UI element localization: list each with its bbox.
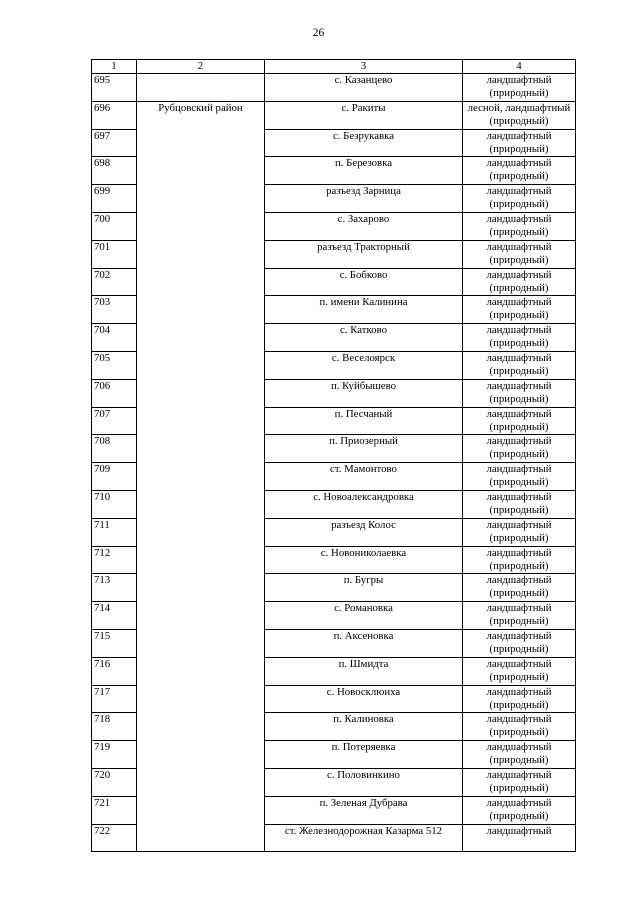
object-type: ландшафтный (природный) [463,268,576,296]
row-number: 704 [92,324,137,352]
row-number: 718 [92,713,137,741]
object-type: ландшафтный (природный) [463,574,576,602]
settlement-name: с. Ракиты [265,101,463,129]
row-number: 720 [92,768,137,796]
settlement-name: с. Половинкино [265,768,463,796]
settlement-name: с. Новосклюиха [265,685,463,713]
settlement-name: п. Шмидта [265,657,463,685]
object-type: ландшафтный (природный) [463,435,576,463]
page-number: 26 [312,27,325,39]
object-type: ландшафтный (природный) [463,518,576,546]
row-number: 706 [92,379,137,407]
row-number: 697 [92,129,137,157]
settlement-name: разъезд Тракторный [265,240,463,268]
settlement-name: п. Аксеновка [265,629,463,657]
header-col-1: 1 [92,60,137,74]
object-type: ландшафтный (природный) [463,74,576,102]
object-type: ландшафтный (природный) [463,685,576,713]
object-type: ландшафтный (природный) [463,713,576,741]
header-col-3: 3 [265,60,463,74]
settlement-name: с. Новониколаевка [265,546,463,574]
settlement-name: разъезд Колос [265,518,463,546]
object-type: ландшафтный (природный) [463,324,576,352]
object-type: ландшафтный (природный) [463,240,576,268]
table-row [92,101,576,129]
row-number: 695 [92,74,137,102]
settlement-name: ст. Мамонтово [265,463,463,491]
object-type: ландшафтный (природный) [463,741,576,769]
object-type: ландшафтный (природный) [463,185,576,213]
settlement-name: с. Казанцево [265,74,463,102]
object-type: ландшафтный (природный) [463,212,576,240]
row-number: 716 [92,657,137,685]
header-col-4: 4 [463,60,576,74]
row-number: 722 [92,824,137,852]
object-type: ландшафтный (природный) [463,407,576,435]
object-type: ландшафтный (природный) [463,546,576,574]
object-type: ландшафтный (природный) [463,768,576,796]
row-number: 703 [92,296,137,324]
row-number: 702 [92,268,137,296]
settlement-name: п. Бугры [265,574,463,602]
row-number: 710 [92,490,137,518]
settlement-name: п. имени Калинина [265,296,463,324]
settlement-name: с. Новоалександровка [265,490,463,518]
settlement-name: п. Калиновка [265,713,463,741]
object-type: ландшафтный (природный) [463,463,576,491]
row-number: 701 [92,240,137,268]
settlement-name: с. Романовка [265,602,463,630]
header-col-2: 2 [137,60,265,74]
settlement-name: п. Песчаный [265,407,463,435]
district-cell [137,74,265,102]
row-number: 709 [92,463,137,491]
table-row [92,74,576,102]
row-number: 707 [92,407,137,435]
row-number: 713 [92,574,137,602]
settlement-name: с. Катково [265,324,463,352]
settlement-name: с. Веселоярск [265,351,463,379]
row-number: 721 [92,796,137,824]
table-body [92,74,576,852]
row-number: 715 [92,629,137,657]
object-type: ландшафтный (природный) [463,296,576,324]
row-number: 711 [92,518,137,546]
object-type: ландшафтный (природный) [463,629,576,657]
row-number: 698 [92,157,137,185]
object-type: ландшафтный (природный) [463,602,576,630]
registry-table [91,59,576,852]
object-type: ландшафтный (природный) [463,379,576,407]
object-type: ландшафтный (природный) [463,351,576,379]
settlement-name: п. Приозерный [265,435,463,463]
object-type: лесной, ландшафтный (природный) [463,101,576,129]
row-number: 719 [92,741,137,769]
settlement-name: с. Бобково [265,268,463,296]
settlement-name: с. Безрукавка [265,129,463,157]
settlement-name: п. Куйбышево [265,379,463,407]
row-number: 708 [92,435,137,463]
object-type: ландшафтный (природный) [463,129,576,157]
settlement-name: с. Захарово [265,212,463,240]
settlement-name: разъезд Зарница [265,185,463,213]
object-type: ландшафтный (природный) [463,796,576,824]
row-number: 700 [92,212,137,240]
row-number: 714 [92,602,137,630]
row-number: 696 [92,101,137,129]
object-type: ландшафтный [463,824,576,852]
settlement-name: п. Потеряевка [265,741,463,769]
district-cell: Рубцовский район [137,101,265,852]
settlement-name: п. Березовка [265,157,463,185]
row-number: 712 [92,546,137,574]
settlement-name: п. Зеленая Дубрава [265,796,463,824]
object-type: ландшафтный (природный) [463,490,576,518]
object-type: ландшафтный (природный) [463,157,576,185]
settlement-name: ст. Железнодорожная Казарма 512 [265,824,463,852]
object-type: ландшафтный (природный) [463,657,576,685]
row-number: 717 [92,685,137,713]
row-number: 699 [92,185,137,213]
row-number: 705 [92,351,137,379]
table-header [92,60,576,74]
